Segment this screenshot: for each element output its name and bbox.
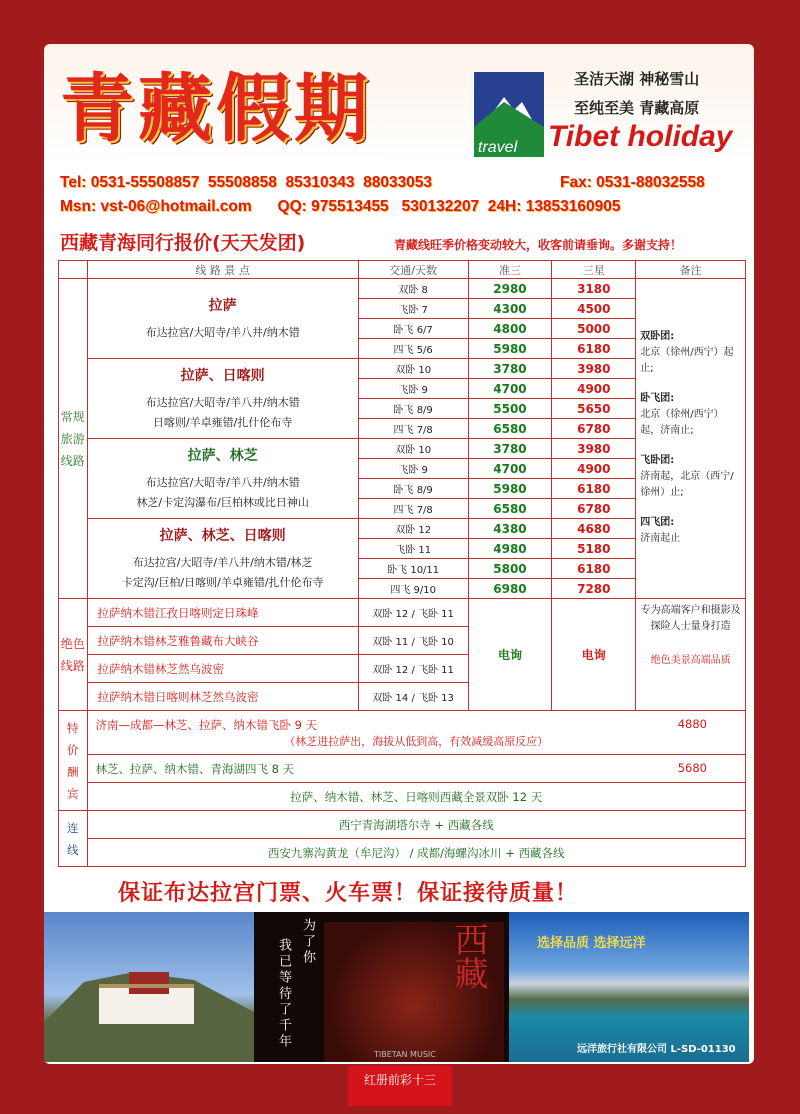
section-special: 绝色线路 [59,599,88,711]
travel-logo-icon [474,72,544,157]
table-row: 卧飞 10/11 5800 6180 [59,559,746,579]
header-price-3star: 三星 [552,261,636,279]
table-row: 特价酬宾 济南—成都—林芝、拉萨、纳木错飞卧 9 天 4880 （林芝进拉萨出，海拔从低到高，有效减缓高原反应） [59,711,746,755]
table-row: 四飞 9/10 6980 7280 [59,579,746,599]
photo-slogan: 选择品质 选择远洋 [537,936,646,951]
table-row: 卧飞 8/9 5980 6180 [59,479,746,499]
photo-line-2: 我已等待了千年 [276,938,291,1050]
table-header-row [59,261,746,279]
table-row: 连线 西宁青海湖塔尔寺 + 西藏各线 [59,811,746,839]
route-cell: 拉萨、林芝、日喀则 布达拉宫/大昭寺/羊八井/纳木错/林芝 卡定沟/巨柏/日喀则/羊卓雍错/扎什伦布寺 [87,519,358,599]
table-row: 拉萨、纳木错、林芝、日喀则西藏全景双卧 12 天 [59,783,746,811]
potala-photo [44,912,254,1062]
section-offer: 特价酬宾 [59,711,88,811]
photo-tibet-char: 西藏 [448,922,488,990]
route-spots: 布达拉宫/大昭寺/羊八井/纳木错 [145,325,300,339]
table-row: 拉萨、林芝、日喀则 布达拉宫/大昭寺/羊八井/纳木错/林芝 卡定沟/巨柏/日喀则/羊卓雍错/扎什伦布寺 双卧 12 4380 4680 [59,519,746,539]
logo-text: travel [478,139,518,156]
tibetan-music-photo [254,912,524,1062]
lake-photo [509,912,749,1062]
photo-strip [44,912,749,1062]
price-list-title: 西藏青海同行报价(天天发团) [60,232,306,254]
route-title: 拉萨、日喀则 [180,367,265,384]
table-row: 卧飞 8/9 5500 5650 [59,399,746,419]
price-list-note: 青藏线旺季价格变动较大，收客前请垂询。多谢支持！ [394,238,683,252]
page-number: 红册前彩十三 [348,1066,452,1106]
header-transport: 交通/天数 [358,261,468,279]
agency-name: 远洋旅行社有限公司 L-SD-01130 [577,1044,736,1055]
guarantee-banner: 保证布达拉宫门票、火车票！保证接待质量！ [118,881,579,906]
english-brand: Tibet holiday [548,120,733,153]
table-row: 四飞 7/8 6580 6780 [59,499,746,519]
special-remark: 专为高端客户和摄影及探险人士量身打造 绝色美景高端品质 [636,599,746,711]
fax-line: Fax: 0531-88032558 [560,174,705,191]
msn-qq-line: Msn: vst-06@hotmail.com QQ: 975513455 530132207 24H: 13853160905 [60,198,621,215]
route-title: 拉萨、林芝、日喀则 [159,527,286,544]
table-row: 拉萨、林芝 布达拉宫/大昭寺/羊八井/纳木错 林芝/卡定沟瀑布/巨柏林或比日神山 双卧 10 3780 3980 [59,439,746,459]
table-row: 飞卧 9 4700 4900 [59,459,746,479]
price-table [58,260,746,867]
section-regular: 常规旅游线路 [59,279,88,599]
ask-price-1: 电询 [468,599,552,711]
table-row: 西安九寨沟黄龙（牟尼沟） / 成都/海螺沟冰川 + 西藏各线 [59,839,746,867]
remark-cell: 双卧团: 北京（徐州/西宁）起止; 卧飞团: 北京（徐州/西宁）起，济南止; 飞卧团: 济南起，北京（西宁/徐州）止; 四飞团: 济南起止 [636,279,746,599]
table-row: 绝色线路 拉萨纳木错江孜日喀则定日珠峰 双卧 12 / 飞卧 11 电询 电询 专为高端客户和摄影及探险人士量身打造 绝色美景高端品质 [59,599,746,627]
table-row: 拉萨纳木错林芝雅鲁藏布大峡谷 双卧 11 / 飞卧 10 [59,627,746,655]
phone-line: Tel: 0531-55508857 55508858 85310343 88033053 [60,174,433,191]
table-row: 飞卧 11 4980 5180 [59,539,746,559]
table-row: 常规旅游线路 拉萨 布达拉宫/大昭寺/羊八井/纳木错 双卧 8 2980 3180 双卧团: 北京（徐州/西宁）起止; 卧飞团: 北京（徐州/西宁）起，济南止; 飞卧团: 济南起，北京（西宁/徐州）止; 四飞团: 济南起止 [59,279,746,299]
table-row: 拉萨、日喀则 布达拉宫/大昭寺/羊八井/纳木错 日喀则/羊卓雍错/扎什伦布寺 双卧 10 3780 3980 [59,359,746,379]
route-title: 拉萨、林芝 [187,447,258,464]
route-cell: 拉萨、林芝 布达拉宫/大昭寺/羊八井/纳木错 林芝/卡定沟瀑布/巨柏林或比日神山 [87,439,358,519]
ask-price-2: 电询 [552,599,636,711]
slogan-line-2: 至纯至美 青藏高原 [574,99,700,117]
brand-title: 青藏假期 [60,66,372,152]
section-connect: 连线 [59,811,88,867]
header-remark: 备注 [636,261,746,279]
table-row: 飞卧 9 4700 4900 [59,379,746,399]
photo-music-text: TIBETAN MUSIC [374,1050,436,1059]
photo-line-1: 为了你 [300,918,315,966]
table-row: 四飞 5/6 5980 6180 [59,339,746,359]
route-cell: 拉萨、日喀则 布达拉宫/大昭寺/羊八井/纳木错 日喀则/羊卓雍错/扎什伦布寺 [87,359,358,439]
route-title: 拉萨 [208,297,237,314]
table-row: 拉萨纳木错林芝然乌波密 双卧 12 / 飞卧 11 [59,655,746,683]
table-row: 林芝、拉萨、纳木错、青海湖四飞 8 天 5680 [59,755,746,783]
table-row: 四飞 7/8 6580 6780 [59,419,746,439]
table-row: 飞卧 7 4300 4500 [59,299,746,319]
header-price-3: 准三 [468,261,552,279]
slogan-line-1: 圣洁天湖 神秘雪山 [574,70,700,88]
potala-palace-icon [44,912,254,1062]
table-row: 卧飞 6/7 4800 5000 [59,319,746,339]
table-row: 拉萨纳木错日喀则林芝然乌波密 双卧 14 / 飞卧 13 [59,683,746,711]
header-route: 线 路 景 点 [87,261,358,279]
route-cell [87,279,358,359]
